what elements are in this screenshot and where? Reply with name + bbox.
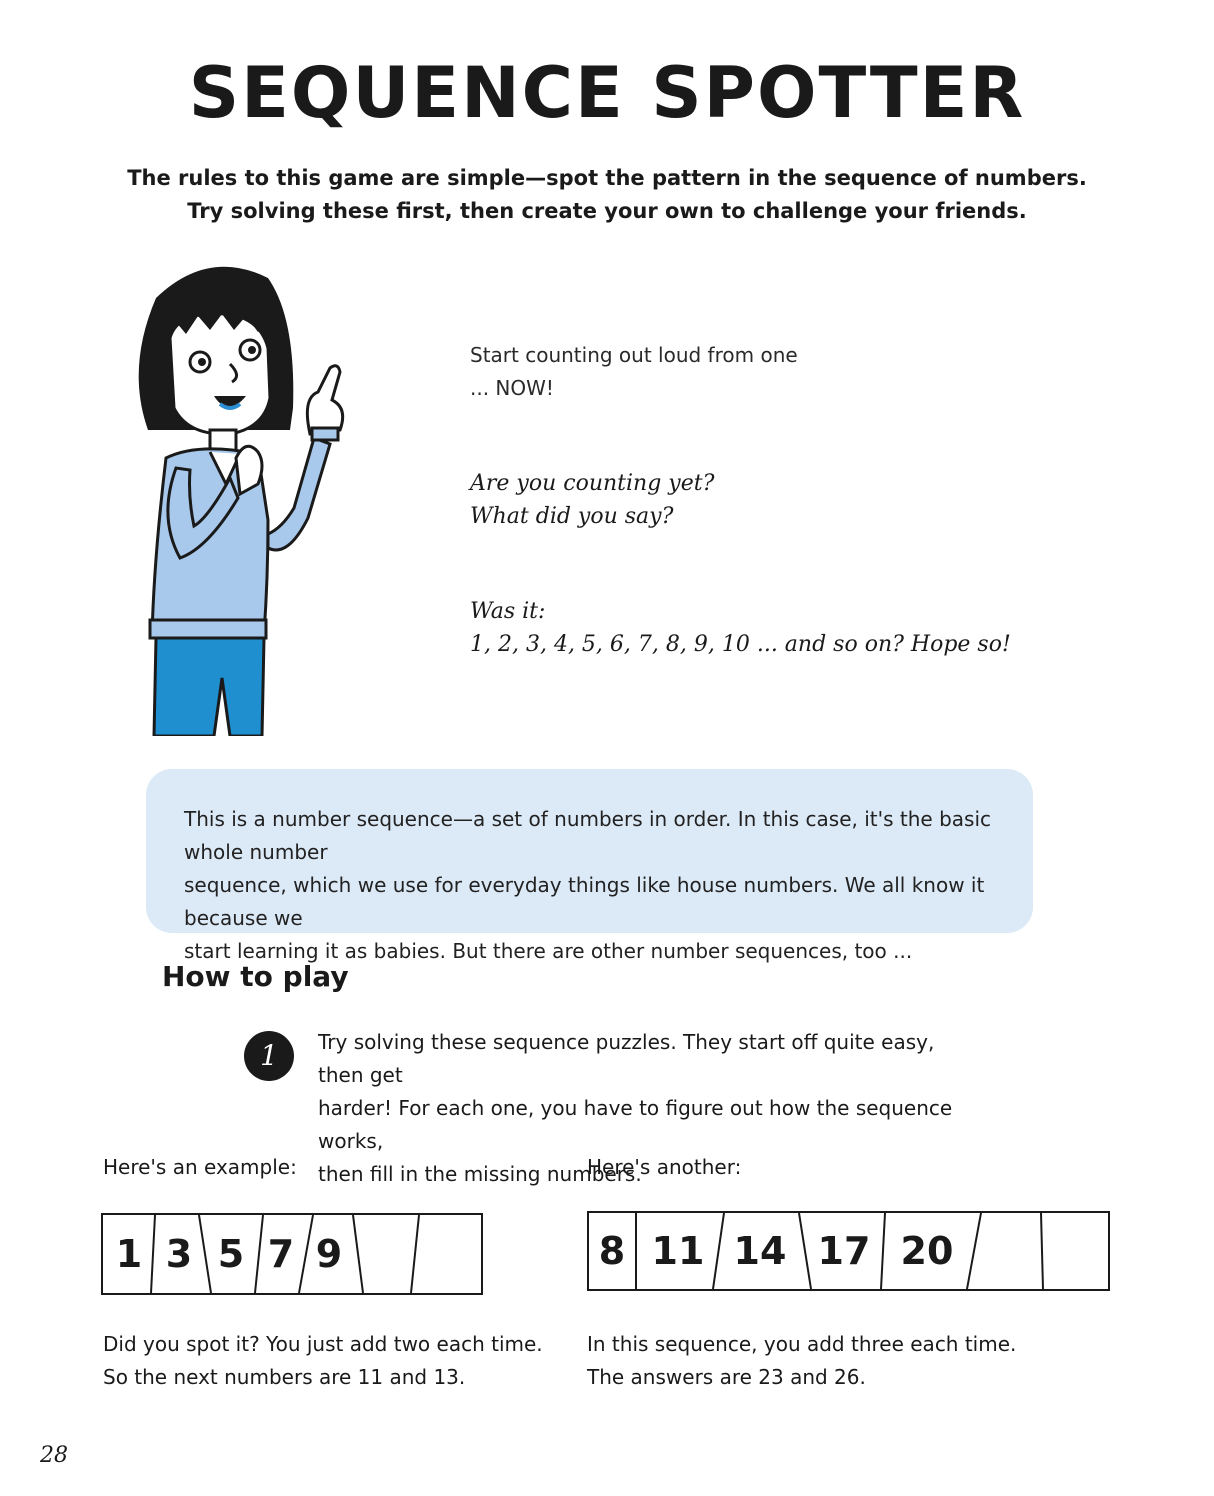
another-sequence-cell-5: 20 — [900, 1229, 954, 1273]
speech-start — [470, 339, 798, 405]
another-sequence-cell-1: 8 — [598, 1229, 626, 1273]
example-explain-line-1: Did you spot it? You just add two each time. — [103, 1332, 543, 1356]
girl-illustration — [118, 258, 368, 736]
another-explanation — [587, 1328, 1016, 1394]
speech-sequence-line: 1, 2, 3, 4, 5, 6, 7, 8, 9, 10 ... and so on? Hope so! — [470, 632, 1011, 657]
example-sequence-cell-6[interactable] — [355, 1215, 415, 1293]
another-sequence-cell-3: 14 — [733, 1229, 787, 1273]
step-number-badge: 1 — [244, 1031, 294, 1081]
step-line-2: harder! For each one, you have to figure out how the sequence works, — [318, 1096, 953, 1153]
example-explain-line-2: So the next numbers are 11 and 13. — [103, 1365, 466, 1389]
speech-start-line-1: Start counting out loud from one — [470, 343, 798, 367]
example-explanation — [103, 1328, 543, 1394]
another-explain-line-1: In this sequence, you add three each time. — [587, 1332, 1017, 1356]
intro-text — [0, 162, 1214, 228]
example-sequence-cell-5: 9 — [315, 1232, 343, 1276]
info-box — [146, 769, 1033, 963]
speech-question-line-1: Are you counting yet? — [470, 471, 715, 496]
another-sequence-cell-6[interactable] — [974, 1213, 1034, 1289]
speech-answer — [470, 595, 1011, 661]
intro-line-2: Try solving these first, then create your own to challenge your friends. — [187, 199, 1027, 223]
speech-was-it: Was it: — [470, 599, 546, 624]
example-sequence-cell-2: 3 — [165, 1232, 193, 1276]
another-sequence-box — [587, 1211, 1110, 1291]
page-number: 28 — [40, 1443, 68, 1468]
page-title: SEQUENCE SPOTTER — [188, 52, 1026, 134]
info-line-3: start learning it as babies. But there are other number sequences, too ... — [184, 939, 913, 963]
example-sequence-cell-4: 7 — [267, 1232, 295, 1276]
info-line-1: This is a number sequence—a set of numbers in order. In this case, it's the basic whole number — [184, 807, 992, 864]
example-sequence-cell-3: 5 — [217, 1232, 245, 1276]
info-line-2: sequence, which we use for everyday things like house numbers. We all know it because we — [184, 873, 985, 930]
another-label: Here's another: — [587, 1155, 742, 1179]
speech-question-line-2: What did you say? — [470, 504, 674, 529]
speech-question — [470, 467, 714, 533]
how-to-play-heading: How to play — [162, 960, 349, 993]
intro-line-1: The rules to this game are simple—spot the pattern in the sequence of numbers. — [127, 166, 1087, 190]
example-sequence-cell-7[interactable] — [417, 1215, 477, 1293]
step-line-1: Try solving these sequence puzzles. They start off quite easy, then get — [318, 1030, 935, 1087]
example-label: Here's an example: — [103, 1155, 297, 1179]
another-explain-line-2: The answers are 23 and 26. — [587, 1365, 866, 1389]
step-line-3: then fill in the missing numbers. — [318, 1162, 642, 1186]
speech-start-line-2: ... NOW! — [470, 376, 554, 400]
another-sequence-cell-7[interactable] — [1046, 1213, 1106, 1289]
another-sequence-cell-2: 11 — [651, 1229, 705, 1273]
another-sequence-cell-4: 17 — [817, 1229, 871, 1273]
example-sequence-cell-1: 1 — [115, 1232, 143, 1276]
example-sequence-box — [101, 1213, 483, 1295]
